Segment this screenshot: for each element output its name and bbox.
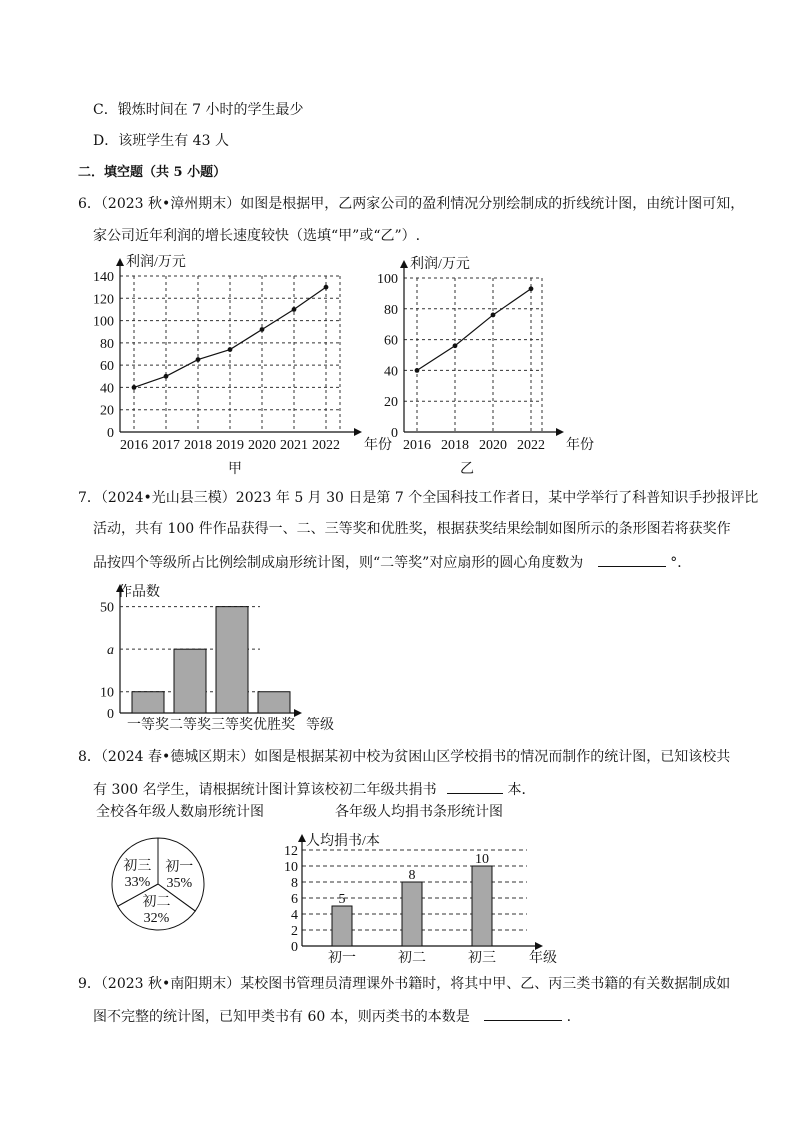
x-axis-label: 等级 bbox=[306, 718, 334, 733]
y-tick-label: 0 bbox=[107, 707, 114, 722]
q9-answer-blank[interactable] bbox=[484, 1006, 562, 1021]
y-tick-label: 140 bbox=[93, 270, 114, 285]
pie-label: 初一 bbox=[165, 860, 194, 876]
y-axis-label: 作品数 bbox=[118, 585, 160, 600]
option-c: C．锻炼时间在 7 小时的学生最少 bbox=[93, 102, 304, 118]
y-tick-label: 0 bbox=[291, 940, 298, 955]
x-tick-label: 2022 bbox=[517, 438, 545, 453]
q8-line2: 有 300 名学生，请根据统计图计算该校初二年级共捐书 bbox=[93, 782, 437, 798]
x-tick-label: 2018 bbox=[184, 438, 212, 453]
y-tick-label: 100 bbox=[93, 314, 114, 330]
y-tick-label: 60 bbox=[384, 333, 398, 349]
chart-jia-caption: 甲 bbox=[228, 461, 242, 477]
y-tick-label: 10 bbox=[100, 685, 114, 701]
x-tick-label: 2022 bbox=[312, 438, 340, 453]
q9-line2-end: . bbox=[566, 1009, 572, 1025]
y-axis-label: 利润/万元 bbox=[410, 257, 470, 272]
x-tick-label: 三等奖 bbox=[211, 718, 253, 733]
x-axis-arrow bbox=[294, 709, 302, 717]
bar bbox=[174, 649, 206, 713]
chart-percap bbox=[282, 828, 572, 968]
bar bbox=[402, 882, 422, 946]
q9-line2-wrap bbox=[93, 1006, 571, 1026]
chart-jia bbox=[80, 250, 392, 470]
y-tick-label: 6 bbox=[291, 892, 298, 907]
x-axis-arrow bbox=[535, 942, 543, 950]
series-line bbox=[417, 289, 531, 371]
x-tick-label: 2016 bbox=[120, 438, 148, 453]
x-tick-label: 2020 bbox=[248, 438, 276, 453]
chart-pie bbox=[112, 838, 232, 958]
pie-value-label: 32% bbox=[143, 910, 170, 926]
data-point bbox=[491, 313, 496, 318]
bar-value-label: 8 bbox=[408, 868, 416, 883]
y-tick-label: 120 bbox=[93, 292, 114, 308]
y-axis-arrow bbox=[298, 834, 306, 842]
q7-line1: 7．（2024•光山县三模）2023 年 5 月 30 日是第 7 个全国科技工作者日，某中学举行了科普知识手抄报评比 bbox=[78, 490, 759, 506]
y-tick-label: 2 bbox=[291, 924, 298, 939]
x-tick-label: 2017 bbox=[152, 438, 180, 453]
y-tick-label: 4 bbox=[291, 908, 298, 923]
y-tick-label: 80 bbox=[100, 336, 114, 352]
x-tick-label: 初三 bbox=[468, 951, 496, 966]
y-tick-label: 20 bbox=[384, 395, 398, 411]
q7-line3-end: °． bbox=[670, 555, 692, 571]
pie-label: 初二 bbox=[142, 894, 171, 910]
y-tick-label: 80 bbox=[384, 302, 398, 318]
bar bbox=[472, 866, 492, 946]
y-tick-label: a bbox=[107, 643, 114, 659]
y-tick-label: 40 bbox=[384, 364, 398, 380]
data-point bbox=[529, 286, 534, 291]
option-d: D．该班学生有 43 人 bbox=[93, 133, 229, 149]
y-tick-label: 50 bbox=[100, 600, 114, 616]
q7-line3-wrap bbox=[93, 552, 691, 572]
chart-yi-caption: 乙 bbox=[460, 461, 474, 477]
x-tick-label: 2018 bbox=[441, 438, 469, 453]
x-tick-label: 2016 bbox=[403, 438, 431, 453]
data-point bbox=[228, 347, 233, 352]
section-title: 二．填空题（共 5 小题） bbox=[78, 165, 227, 180]
x-tick-label: 初二 bbox=[398, 951, 426, 966]
y-tick-label: 10 bbox=[284, 860, 298, 875]
bar-value-label: 10 bbox=[475, 852, 489, 867]
percap-title: 各年级人均捐书条形统计图 bbox=[335, 804, 503, 820]
y-tick-label: 0 bbox=[391, 426, 398, 441]
y-tick-label: 12 bbox=[284, 844, 298, 859]
q7-line2: 活动，共有 100 件作品获得一、二、三等奖和优胜奖，根据获奖结果绘制如图所示的条形图若将获奖作 bbox=[93, 521, 731, 537]
x-tick-label: 一等奖 bbox=[127, 718, 169, 733]
bar-value-label: 5 bbox=[338, 892, 346, 907]
x-tick-label: 2019 bbox=[216, 438, 244, 453]
y-axis-arrow bbox=[116, 258, 124, 266]
data-point bbox=[196, 357, 201, 362]
x-axis-label: 年份 bbox=[566, 438, 594, 453]
x-axis-label: 年级 bbox=[529, 951, 557, 966]
q9-line2: 图不完整的统计图，已知甲类书有 60 本，则丙类书的本数是 bbox=[93, 1009, 470, 1025]
q8-line1: 8．（2024 春•德城区期末）如图是根据某初中校为贫困山区学校捐书的情况而制作的统计图，已知该校共 bbox=[78, 749, 731, 765]
pie-label: 初三 bbox=[123, 858, 152, 874]
y-tick-label: 60 bbox=[100, 359, 114, 375]
chart-yi bbox=[360, 250, 600, 470]
q9-line1: 9．（2023 秋•南阳期末）某校图书管理员清理课外书籍时，将其中甲、乙、丙三类书籍的有关数据制成如 bbox=[78, 976, 731, 992]
bar bbox=[332, 906, 352, 946]
data-point bbox=[415, 368, 420, 373]
bar bbox=[258, 692, 290, 713]
y-tick-label: 0 bbox=[107, 426, 114, 441]
bar bbox=[132, 692, 164, 713]
data-point bbox=[260, 327, 265, 332]
data-point bbox=[324, 285, 329, 290]
q6-line1: 6．（2023 秋•漳州期末）如图是根据甲，乙两家公司的盈利情况分别绘制成的折线统计图，由统计图可知， bbox=[78, 196, 745, 212]
data-point bbox=[453, 343, 458, 348]
y-tick-label: 100 bbox=[377, 272, 398, 287]
q8-answer-blank[interactable] bbox=[447, 779, 503, 794]
pie-title: 全校各年级人数扇形统计图 bbox=[96, 804, 264, 820]
y-tick-label: 40 bbox=[100, 381, 114, 397]
y-axis-label: 利润/万元 bbox=[126, 255, 186, 270]
q8-line2-end: 本． bbox=[507, 782, 536, 798]
y-tick-label: 8 bbox=[291, 876, 298, 891]
data-point bbox=[292, 307, 297, 312]
x-axis-label: 年份 bbox=[364, 438, 392, 453]
pie-value-label: 33% bbox=[124, 874, 151, 890]
x-tick-label: 2020 bbox=[479, 438, 507, 453]
x-tick-label: 优胜奖 bbox=[253, 718, 295, 733]
y-axis-label: 人均捐书/本 bbox=[306, 834, 380, 849]
bar bbox=[216, 607, 248, 713]
x-tick-label: 初一 bbox=[328, 951, 356, 966]
q8-line2-wrap bbox=[93, 779, 536, 799]
x-tick-label: 2021 bbox=[280, 438, 308, 453]
data-point bbox=[132, 385, 137, 390]
q7-answer-blank[interactable] bbox=[598, 552, 666, 567]
y-axis-arrow bbox=[400, 260, 408, 268]
q6-line2: 家公司近年利润的增长速度较快（选填“甲”或“乙”）. bbox=[93, 228, 421, 244]
x-axis-arrow bbox=[556, 428, 564, 436]
q7-line3: 品按四个等级所占比例绘制成扇形统计图，则“二等奖”对应扇形的圆心角度数为 bbox=[93, 555, 584, 571]
y-tick-label: 20 bbox=[100, 403, 114, 419]
pie-value-label: 35% bbox=[166, 876, 193, 892]
x-tick-label: 二等奖 bbox=[169, 718, 211, 733]
chart-awards bbox=[90, 578, 390, 738]
data-point bbox=[164, 374, 169, 379]
